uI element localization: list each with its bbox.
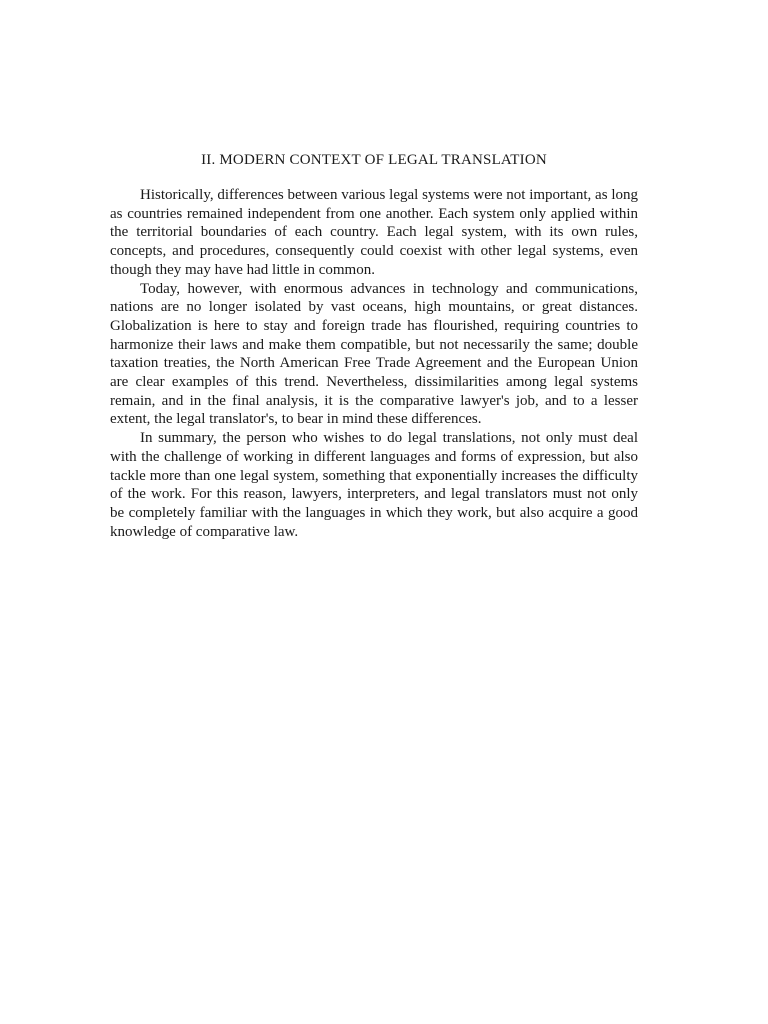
paragraph-today: Today, however, with enormous advances in technology and communications, nations are no longer isolated by vast oceans, high mountains, or great distances. Globalization is here to stay and foreign trade has flourished, requiring countries to harmonize their laws and make them compatible, but not necessarily the same; double taxation treaties, the North American Free Trade Agreement and the European Union are clear examples of this trend. Nevertheless, dissimilarities among legal systems remain, and in the final analysis, it is the comparative lawyer's job, and to a lesser extent, the legal translator's, to bear in mind these differences. [110, 280, 638, 428]
paragraph-summary: In summary, the person who wishes to do legal translations, not only must deal with the challenge of working in different languages and forms of expression, but also tackle more than one legal system, something that exponentially increases the difficulty of the work. For this reason, lawyers, interpreters, and legal translators must not only be completely familiar with the languages in which they work, but also acquire a good knowledge of comparative law. [110, 430, 638, 540]
paragraph-historically: Historically, differences between various legal systems were not important, as long as countries remained independent from one another. Each system only applied within the territorial boundaries of each country. Each legal system, with its own rules, concepts, and procedures, consequently could coexist with other legal systems, even though they may have had little in common. [110, 187, 638, 278]
section-heading: II. MODERN CONTEXT OF LEGAL TRANSLATION [201, 152, 547, 168]
body-text [110, 186, 638, 541]
